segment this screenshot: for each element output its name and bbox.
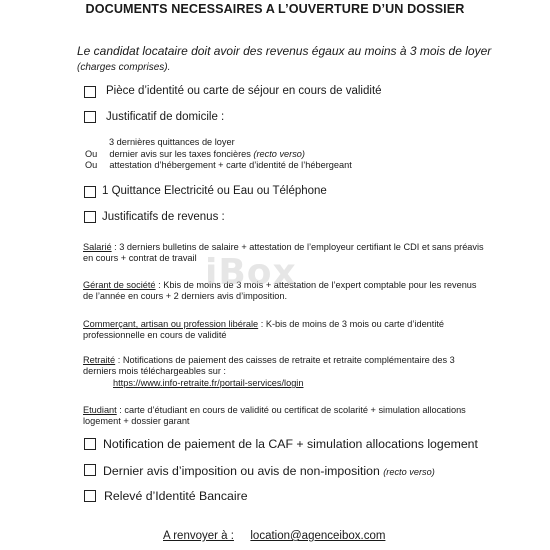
footer-label: A renvoyer à : — [163, 530, 234, 542]
revenus-checkbox[interactable] — [84, 211, 96, 223]
footer-email[interactable]: location@agenceibox.com — [250, 530, 386, 542]
category-label: Commerçant, artisan ou profession libérale — [83, 319, 259, 329]
caf-label: Notification de paiement de la CAF + simulation allocations logement — [103, 437, 478, 451]
domicile-option-text: dernier avis sur les taxes foncières — [109, 149, 251, 159]
domicile-option-note: (recto verso) — [253, 149, 305, 159]
category-label: Salarié — [83, 242, 112, 252]
category-text: : Notifications de paiement des caisses de retraite et retraite complémentaire des 3 derniers mois téléchargeables sur : — [83, 355, 455, 377]
ibox-watermark: iBox — [205, 252, 297, 293]
avis-item — [103, 464, 435, 478]
intro-paragraph — [77, 44, 497, 75]
option-prefix: Ou — [85, 149, 98, 159]
category-label: Etudiant — [83, 405, 117, 415]
domicile-checkbox[interactable] — [84, 111, 96, 123]
caf-checkbox[interactable] — [84, 438, 96, 450]
domicile-option-3 — [85, 160, 352, 170]
footer — [163, 530, 385, 542]
avis-note: (recto verso) — [383, 467, 435, 477]
option-prefix: Ou — [85, 160, 98, 170]
category-text: : 3 derniers bulletins de salaire + attestation de l’employeur certifiant le CDI et sans préavis en cours + contrat de travail — [83, 242, 484, 264]
domicile-label: Justificatif de domicile : — [106, 111, 225, 123]
category-commercant — [83, 319, 485, 342]
category-etudiant — [83, 405, 485, 428]
category-retraite — [83, 355, 485, 378]
category-text: : carte d’étudiant en cours de validité ou certificat de scolarité + simulation allocations logement + dossier garant — [83, 405, 466, 427]
domicile-option-2 — [85, 149, 305, 159]
domicile-option-text: attestation d’hébergement + carte d’identité de l’hébergeant — [109, 160, 352, 170]
category-text: : K-bis de moins de 3 mois ou carte d’identité professionnelle en cours de validité — [83, 319, 445, 341]
rib-checkbox[interactable] — [84, 490, 96, 502]
retraite-link[interactable]: https://www.info-retraite.fr/portail-services/login — [113, 378, 304, 388]
identity-checkbox[interactable] — [84, 86, 96, 98]
intro-note: (charges comprises). — [77, 61, 171, 73]
category-text: : Kbis de moins de 3 mois + attestation de l’expert comptable pour les revenus de l’année en cours + 2 derniers avis d’imposition. — [83, 280, 477, 302]
quittance-checkbox[interactable] — [84, 186, 96, 198]
domicile-option-1 — [109, 137, 235, 147]
avis-label: Dernier avis d’imposition ou avis de non-imposition — [103, 464, 380, 478]
intro-text: Le candidat locataire doit avoir des revenus égaux au moins à 3 mois de loyer — [77, 44, 492, 58]
avis-checkbox[interactable] — [84, 464, 96, 476]
category-label: Retraité — [83, 355, 116, 365]
document-title: DOCUMENTS NECESSAIRES A L’OUVERTURE D’UN DOSSIER — [85, 2, 465, 16]
identity-label: Pièce d’identité ou carte de séjour en cours de validité — [106, 85, 382, 97]
domicile-option-text: 3 dernières quittances de loyer — [109, 137, 235, 147]
quittance-label: 1 Quittance Electricité ou Eau ou Téléphone — [102, 185, 327, 197]
revenus-label: Justificatifs de revenus : — [102, 211, 225, 223]
category-label: Gérant de société — [83, 280, 156, 290]
rib-label: Relevé d’Identité Bancaire — [104, 489, 248, 503]
